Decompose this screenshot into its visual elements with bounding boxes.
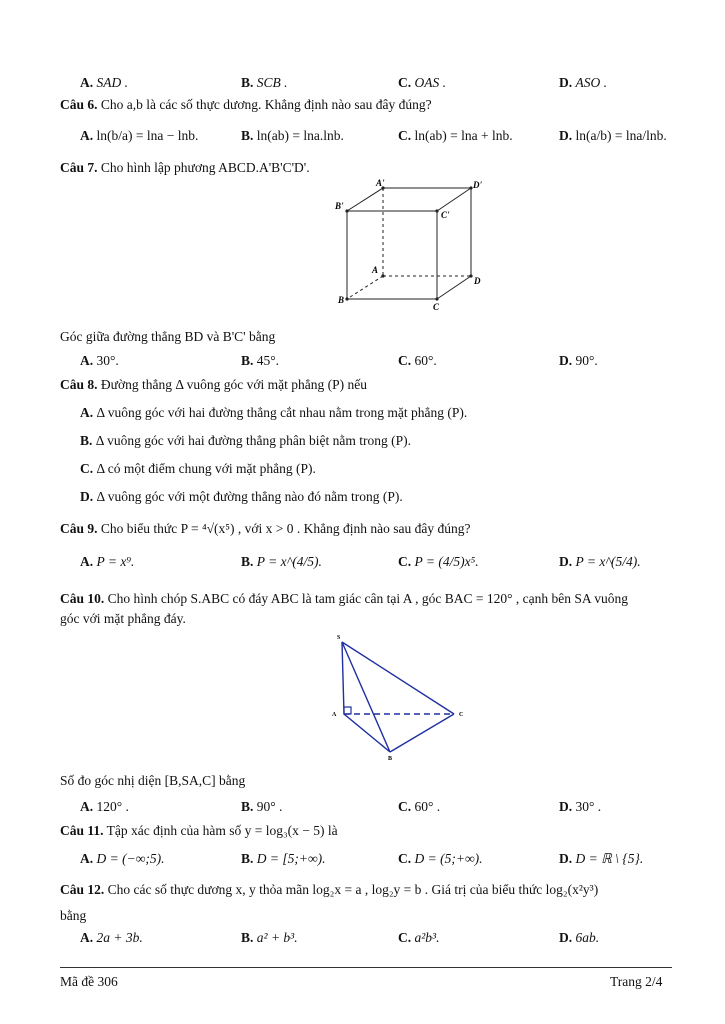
footer-exam-code: Mã đề 306 bbox=[60, 974, 118, 989]
q5-option-a: A. SAD . bbox=[80, 75, 128, 90]
q12-option-d: D. 6ab. bbox=[559, 930, 600, 945]
q5-option-d: D. ASO . bbox=[559, 75, 607, 90]
q9-stem: Câu 9. Cho biểu thức P = ⁴√(x⁵) , với x > 0 . Khẳng định nào sau đây đúng? bbox=[60, 521, 471, 536]
q11-stem: Câu 11. Tập xác định của hàm số y = log₃(x − 5) là bbox=[60, 823, 338, 838]
q7-option-d: D. 90°. bbox=[559, 353, 598, 368]
q9-option-b: B. P = x^(4/5). bbox=[241, 554, 322, 569]
q12-stem-line2: bằng bbox=[60, 908, 87, 923]
q10-option-b: B. 90° . bbox=[241, 799, 283, 814]
q5-option-c: C. OAS . bbox=[398, 75, 446, 90]
label-a1: A' bbox=[376, 178, 385, 188]
q6-option-a: A. ln(b/a) = lna − lnb. bbox=[80, 128, 199, 143]
edge-b-c bbox=[390, 714, 454, 752]
q10-stem-line1: Câu 10. Cho hình chóp S.ABC có đáy ABC là tam giác cân tại A , góc BAC = 120° , cạnh bên SA vuông bbox=[60, 591, 628, 606]
q9-option-c: C. P = (4/5)x⁵. bbox=[398, 554, 479, 569]
q6-option-c: C. ln(ab) = lna + lnb. bbox=[398, 128, 513, 143]
q12-option-a: A. 2a + 3b. bbox=[80, 930, 143, 945]
q11-option-c: C. D = (5;+∞). bbox=[398, 851, 483, 866]
q8-option-c: C. Δ có một điểm chung với mặt phẳng (P). bbox=[80, 461, 316, 476]
edge-d1-c1 bbox=[437, 188, 471, 211]
q7-option-c: C. 60°. bbox=[398, 353, 437, 368]
label-c: C bbox=[433, 302, 440, 312]
q7-option-b: B. 45°. bbox=[241, 353, 280, 368]
q9-option-d: D. P = x^(5/4). bbox=[559, 554, 641, 569]
q7-option-a: A. 30°. bbox=[80, 353, 119, 368]
label-a: A bbox=[372, 265, 379, 275]
q8-option-b: B. Δ vuông góc với hai đường thẳng phân biệt nằm trong (P). bbox=[80, 433, 411, 448]
q11-option-b: B. D = [5;+∞). bbox=[241, 851, 326, 866]
q5-option-b: B. SCB . bbox=[241, 75, 288, 90]
q11-option-a: A. D = (−∞;5). bbox=[80, 851, 165, 866]
q7-stem: Câu 7. Cho hình lập phương ABCD.A'B'C'D'. bbox=[60, 160, 310, 175]
q7-question: Góc giữa đường thẳng BD và B'C' bằng bbox=[60, 329, 276, 344]
label-b1: B' bbox=[335, 201, 344, 211]
label-s: S bbox=[337, 635, 341, 641]
q6-stem: Câu 6. Cho a,b là các số thực dương. Khẳng định nào sau đây đúng? bbox=[60, 97, 432, 112]
edge-a-b bbox=[347, 276, 383, 299]
label-b: B bbox=[338, 295, 345, 305]
edge-b1-a1 bbox=[347, 188, 383, 211]
edge-d-c bbox=[437, 276, 471, 299]
q10-option-a: A. 120° . bbox=[80, 799, 129, 814]
cube-figure bbox=[330, 176, 500, 312]
label-a: A bbox=[332, 712, 337, 718]
label-d: D bbox=[474, 276, 481, 286]
q6-option-d: D. ln(a/b) = lna/lnb. bbox=[559, 128, 667, 143]
q12-option-c: C. a²b³. bbox=[398, 930, 440, 945]
q8-stem: Câu 8. Đường thẳng Δ vuông góc với mặt phẳng (P) nếu bbox=[60, 377, 368, 392]
pyramid-figure bbox=[326, 630, 476, 762]
q8-option-a: A. Δ vuông góc với hai đường thẳng cắt nhau nằm trong mặt phẳng (P). bbox=[80, 405, 468, 420]
q10-question: Số đo góc nhị diện [B,SA,C] bằng bbox=[60, 773, 246, 788]
q10-option-d: D. 30° . bbox=[559, 799, 602, 814]
edge-s-c bbox=[342, 642, 454, 714]
q9-option-a: A. P = x⁹. bbox=[80, 554, 135, 569]
label-c1: C' bbox=[441, 210, 450, 220]
footer-rule bbox=[60, 967, 672, 968]
q8-option-d: D. Δ vuông góc với một đường thẳng nào đó nằm trong (P). bbox=[80, 489, 403, 504]
footer-page-number: Trang 2/4 bbox=[610, 974, 663, 989]
label-d1: D' bbox=[473, 180, 482, 190]
label-c: C bbox=[459, 712, 464, 718]
right-angle-marker bbox=[344, 707, 351, 714]
q10-option-c: C. 60° . bbox=[398, 799, 441, 814]
q12-stem: Câu 12. Cho các số thực dương x, y thỏa mãn log₂x = a , log₂y = b . Giá trị của biểu thức log₂(x²y³) bbox=[60, 882, 599, 897]
q6-option-b: B. ln(ab) = lna.lnb. bbox=[241, 128, 344, 143]
q11-option-d: D. D = ℝ \ {5}. bbox=[559, 851, 644, 866]
label-b: B bbox=[388, 756, 393, 762]
q12-option-b: B. a² + b³. bbox=[241, 930, 298, 945]
q10-stem-line2: góc với mặt phẳng đáy. bbox=[60, 611, 186, 626]
